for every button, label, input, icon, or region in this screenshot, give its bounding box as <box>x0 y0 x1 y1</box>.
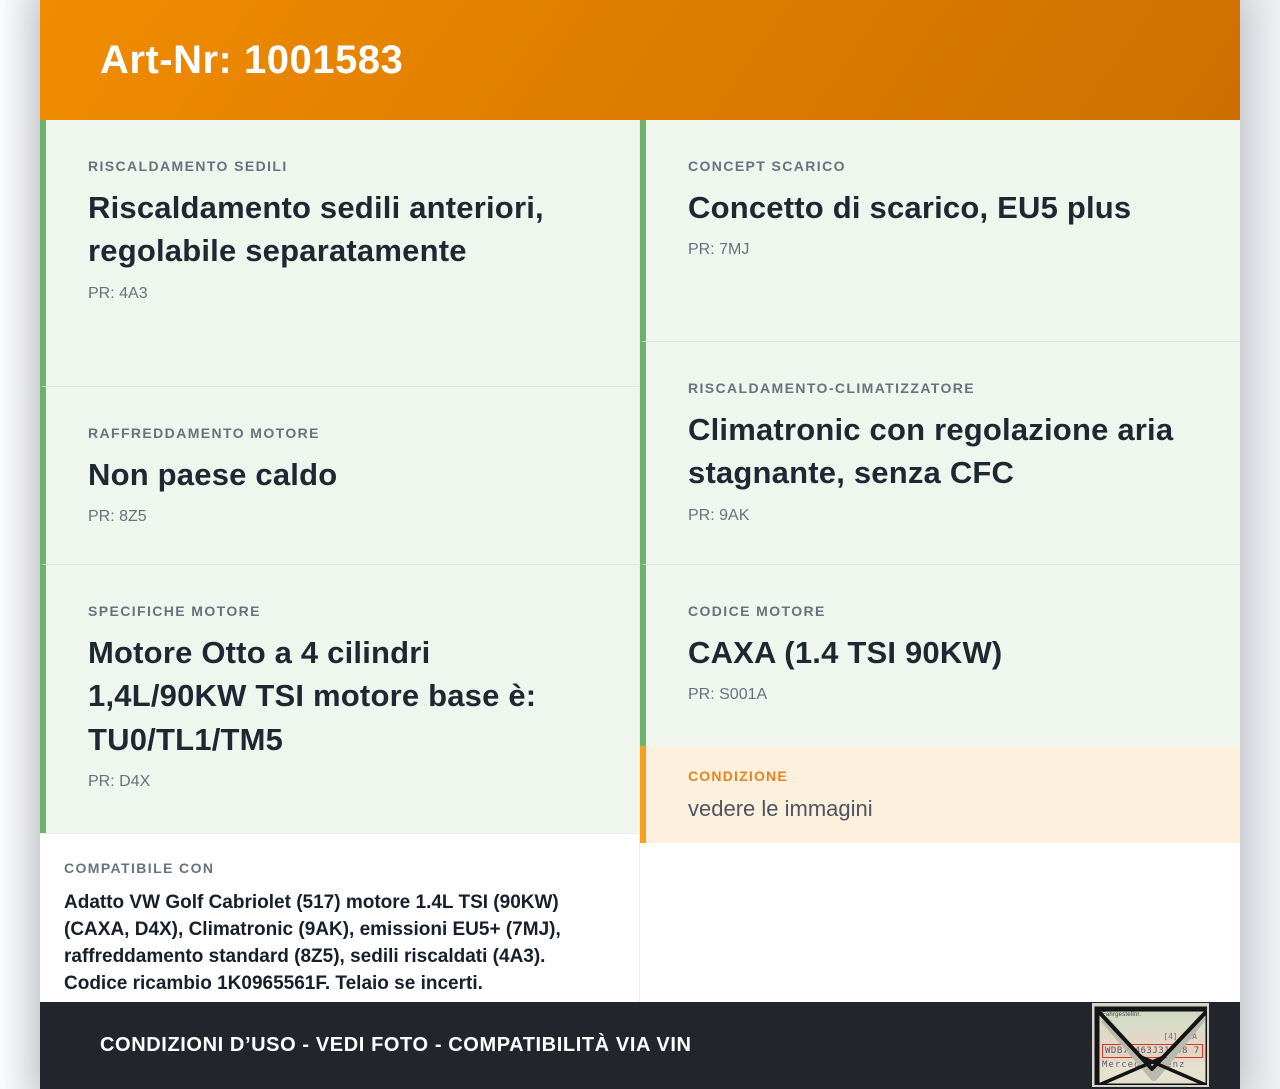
card-concept-scarico <box>640 120 1240 341</box>
vin-doc-brand: Mercedes-Benz <box>1102 1060 1186 1070</box>
listing-page <box>40 0 1240 1089</box>
pr-code: PR: 4A3 <box>88 284 148 302</box>
card-title: Climatronic con regolazione aria stagnante, senza CFC <box>688 412 1174 491</box>
card-label: CONCEPT SCARICO <box>688 158 846 174</box>
card-label: CONDIZIONE <box>688 768 788 784</box>
card-label: SPECIFICHE MOTORE <box>88 603 261 619</box>
card-specifiche-motore <box>40 564 639 833</box>
card-riscaldamento-sedili <box>40 120 639 386</box>
card-label: CODICE MOTORE <box>688 603 826 619</box>
pr-code: PR: D4X <box>88 773 151 791</box>
pr-code: PR: 7MJ <box>688 241 750 259</box>
compatibility-text: Adatto VW Golf Cabriolet (517) motore 1.4L TSI (90KW) (CAXA, D4X), Climatronic (9AK), emissioni EU5+ (7MJ), raffreddamento standard (8Z5), sedili riscaldati (4A3). Codice ricambio 1K0965561F. Telaio se incerti. <box>64 892 561 994</box>
pr-code: PR: S001A <box>688 686 768 704</box>
card-condizione <box>640 746 1240 843</box>
card-label: COMPATIBILE CON <box>64 860 215 876</box>
footer-text: CONDIZIONI D’USO - VEDI FOTO - COMPATIBILITÀ VIA VIN <box>100 1034 692 1056</box>
right-column-filler <box>640 843 1240 1002</box>
card-title: Riscaldamento sedili anteriori, regolabile separatamente <box>88 190 544 269</box>
card-label: RISCALDAMENTO-CLIMATIZZATORE <box>688 380 976 396</box>
page-title: Art-Nr: 1001583 <box>100 37 404 82</box>
vin-doc-label: Fahrgestellnr. <box>1102 1012 1142 1018</box>
card-codice-motore <box>640 564 1240 746</box>
condition-text: vedere le immagini <box>688 796 873 821</box>
card-title: CAXA (1.4 TSI 90KW) <box>688 635 1003 670</box>
left-column <box>40 120 640 1002</box>
content-area <box>40 120 1240 1002</box>
footer-bar <box>40 1002 1240 1089</box>
card-title: Concetto di scarico, EU5 plus <box>688 190 1132 225</box>
card-title: Non paese caldo <box>88 457 338 492</box>
card-compatibile-con <box>40 833 639 1002</box>
vin-doc-code: [4] AiA <box>1163 1032 1197 1041</box>
right-column <box>640 120 1240 1002</box>
card-raffreddamento-motore <box>40 386 639 564</box>
card-label: RAFFREDDAMENTO MOTORE <box>88 425 320 441</box>
pr-code: PR: 8Z5 <box>88 508 147 526</box>
card-riscaldamento-climatizzatore <box>640 341 1240 564</box>
envelope-icon <box>1094 1005 1209 1087</box>
header <box>40 0 1240 120</box>
card-title: Motore Otto a 4 cilindri 1,4L/90KW TSI motore base è: TU0/TL1/TM5 <box>88 635 537 757</box>
card-label: RISCALDAMENTO SEDILI <box>88 158 288 174</box>
vin-document-image <box>1092 1003 1209 1087</box>
pr-code: PR: 9AK <box>688 506 750 524</box>
vin-number: WDB71463J31298 7 <box>1102 1044 1203 1058</box>
